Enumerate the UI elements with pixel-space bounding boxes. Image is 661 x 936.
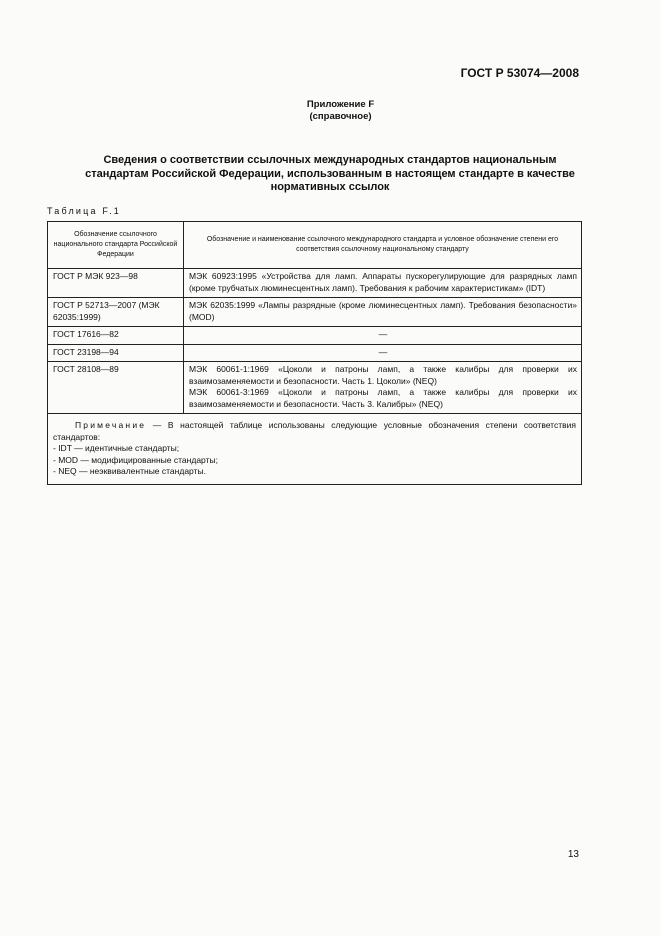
document-number: ГОСТ Р 53074—2008 [460,66,579,80]
national-standard-cell: ГОСТ 28108—89 [48,362,184,414]
table-row [48,327,582,345]
note-item: - MOD — модифицированные стандарты; [53,454,218,465]
international-standard-cell [184,362,582,414]
table-row [48,298,582,327]
note-text: — В настоящей таблице использованы следующие условные обозначения степени соответствия стандартов: [53,420,576,442]
table-note-row [48,414,582,485]
table-row [48,344,582,362]
table-header-row [48,222,582,269]
note-heading [53,420,576,443]
international-standard-cell: — [184,344,582,362]
table-row [48,362,582,414]
international-standard-line: МЭК 60061-3:1969 «Цоколи и патроны ламп, а также калибры для проверки их взаимозаменяемости и безопасности. Часть 3. Калибры» (NEQ) [189,387,577,409]
national-standard-cell: ГОСТ Р 52713—2007 (МЭК 62035:1999) [48,298,184,327]
appendix-subtitle: (справочное) [309,111,372,122]
international-standard-line: МЭК 60061-1:1969 «Цоколи и патроны ламп, а также калибры для проверки их взаимозаменяемости и безопасности. Часть 1. Цоколи» (NEQ) [189,364,577,386]
national-standard-cell: ГОСТ Р МЭК 923—98 [48,269,184,298]
column-header-national: Обозначение ссылочного национального стандарта Российской Федерации [48,222,184,269]
international-standard-cell: МЭК 60923:1995 «Устройства для ламп. Аппараты пускорегулирующие для разрядных ламп (кроме трубчатых люминесцентных ламп). Требования к рабочим характеристикам» (IDT) [184,269,582,298]
table-row [48,269,582,298]
international-standard-cell: МЭК 62035:1999 «Лампы разрядные (кроме люминесцентных ламп). Требования безопасности» (MOD) [184,298,582,327]
page-number: 13 [567,849,579,860]
column-header-international: Обозначение и наименование ссылочного международного стандарта и условное обозначение степени его соответствия ссылочному национальному стандарту [184,222,582,269]
note-item: - IDT — идентичные стандарты; [53,443,180,453]
reference-standards-table [47,221,582,485]
note-item: - NEQ — неэквивалентные стандарты. [53,466,206,476]
national-standard-cell: ГОСТ 23198—94 [48,344,184,362]
appendix-heading [0,99,661,123]
note-label: Примечание [75,420,147,430]
appendix-title: Приложение F [306,99,375,110]
table-caption: Таблица F.1 [47,206,121,216]
international-standard-cell: — [184,327,582,345]
document-title: Сведения о соответствии ссылочных международных стандартов национальным стандартам Российской Федерации, использованным в настоящем стандарте в качестве нормативных ссылок [85,154,575,193]
table-note [48,414,582,485]
national-standard-cell: ГОСТ 17616—82 [48,327,184,345]
